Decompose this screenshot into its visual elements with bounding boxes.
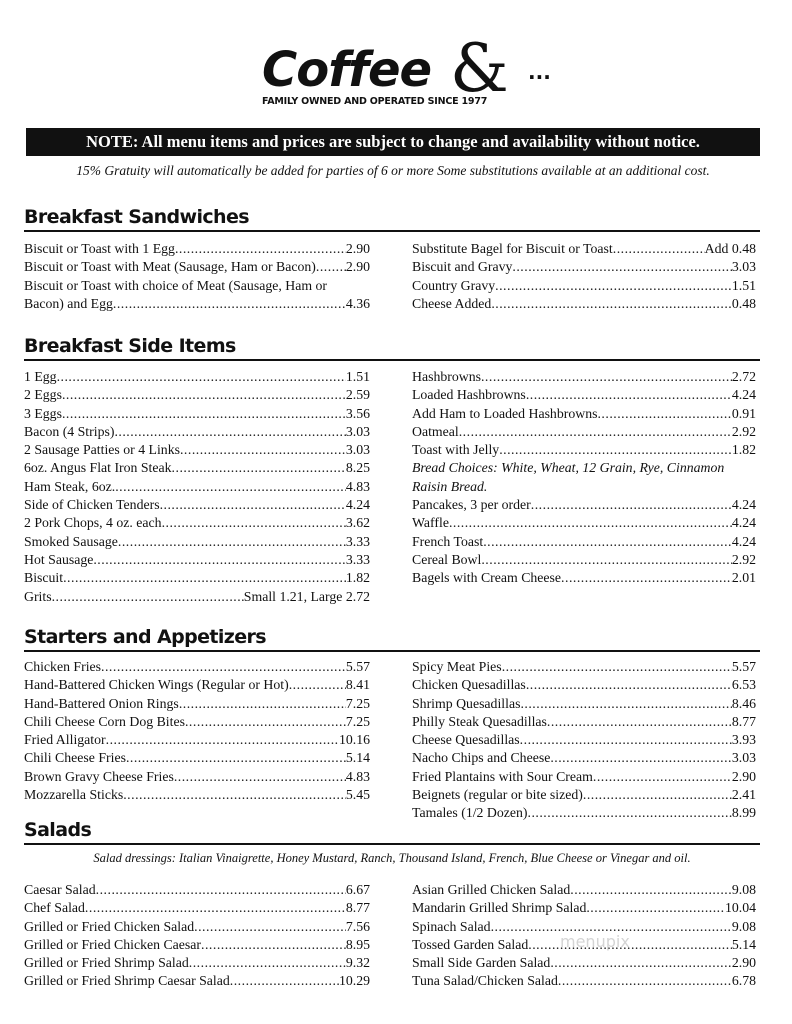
dot-leader: [57, 368, 346, 386]
menu-item-name: Chili Cheese Corn Dog Bites: [24, 713, 185, 729]
menu-item-name: French Toast: [412, 533, 484, 549]
brand-ampersand: &: [450, 30, 509, 107]
section-divider: [24, 650, 760, 652]
section-divider: [24, 230, 760, 232]
dot-leader: [174, 768, 346, 786]
menu-item-price: 9.32: [345, 955, 370, 971]
menu-item: [412, 258, 756, 276]
menu-item-price: 8.46: [731, 695, 756, 711]
menu-item-name: Hand-Battered Chicken Wings (Regular or Hot): [24, 677, 289, 693]
menu-item-name: Cheese Quesadillas: [412, 732, 520, 748]
menu-item: [24, 588, 370, 606]
section-divider: [24, 843, 760, 845]
dot-leader: [586, 899, 725, 917]
menu-item-price: 2.90: [731, 768, 756, 784]
menu-item: [412, 514, 756, 532]
menu-item: [412, 972, 756, 990]
menu-item: [24, 918, 370, 936]
menu-item-price: 3.56: [345, 405, 370, 421]
menu-item-name: 2 Pork Chops, 4 oz. each: [24, 515, 162, 531]
menu-item: [24, 731, 370, 749]
menu-item-name: Caesar Salad: [24, 882, 96, 897]
menu-item: [24, 749, 370, 767]
menu-item: [24, 569, 370, 587]
menu-item-name: Country Gravy: [412, 277, 496, 293]
bread-choices-note: Bread Choices: White, Wheat, 12 Grain, Rye, Cinnamon: [412, 460, 725, 476]
starters-left-column: [24, 658, 370, 804]
breakfast-sandwiches-right-column: [412, 240, 756, 313]
menu-item-name: Shrimp Quesadillas: [412, 695, 521, 711]
menu-item: [24, 551, 370, 569]
menu-item-price: 10.04: [724, 900, 756, 916]
dot-leader: [118, 533, 346, 551]
menu-item-price: 4.24: [731, 533, 756, 549]
menu-item-price: 2.90: [731, 955, 756, 971]
menu-item-name: Cheese Added: [412, 295, 492, 311]
menu-item-name: Bagels with Cream Cheese: [412, 570, 562, 586]
menu-item-price: 4.24: [731, 515, 756, 531]
menu-item-price: 4.83: [345, 478, 370, 494]
menu-item-price: 8.95: [345, 936, 370, 952]
menu-item-name: Chicken Fries: [24, 659, 102, 674]
dot-leader: [531, 496, 732, 514]
menu-item-name: Philly Steak Quesadillas: [412, 713, 547, 729]
menu-item-price: 3.03: [345, 423, 370, 439]
menu-item-name: Waffle: [412, 515, 449, 531]
salads-left-column: [24, 881, 370, 991]
menu-item-price: 4.24: [345, 497, 370, 513]
dot-leader: [180, 441, 346, 459]
brand-logo: [262, 30, 552, 112]
menu-item-price: 0.48: [731, 295, 756, 311]
menu-item: [24, 423, 370, 441]
menu-item-price: 9.08: [731, 918, 756, 934]
section-title-starters: Starters and Appetizers: [24, 626, 266, 648]
menu-item-price: 2.59: [345, 387, 370, 403]
menu-item-name: Brown Gravy Cheese Fries: [24, 768, 174, 784]
menu-item-price: 8.25: [345, 460, 370, 476]
menu-item: [412, 676, 756, 694]
menu-item-price: 3.03: [345, 442, 370, 458]
section-divider: [24, 359, 760, 361]
menu-item-price: 5.57: [345, 659, 370, 674]
menu-item-price: 5.57: [731, 659, 756, 674]
dot-leader: [502, 658, 732, 676]
breakfast-sides-right-list-2: [412, 496, 756, 587]
menu-item-name: Ham Steak, 6oz.: [24, 478, 116, 494]
menu-item: [24, 368, 370, 386]
menu-item: [24, 658, 370, 676]
dot-leader: [613, 240, 705, 258]
menu-item-price: 8.77: [731, 713, 756, 729]
menu-item-price: 0.91: [731, 405, 756, 421]
menu-item-name: Chili Cheese Fries: [24, 750, 126, 766]
menu-item: [412, 386, 756, 404]
menu-item-name: Grilled or Fried Shrimp Caesar Salad: [24, 973, 230, 989]
menu-item-name: 3 Eggs: [24, 405, 62, 421]
menu-item-name: Mozzarella Sticks: [24, 787, 124, 803]
dot-leader: [512, 258, 731, 276]
menu-item-price: 2.90: [345, 241, 370, 256]
menu-item-name: Pancakes, 3 per order: [412, 497, 531, 513]
menu-item-price: 1.51: [731, 277, 756, 293]
menu-item: [412, 405, 756, 423]
menu-item-price: 8.41: [345, 677, 370, 693]
menu-item: [24, 972, 370, 990]
breakfast-sides-left-column: [24, 368, 370, 606]
menu-item-price: 2.41: [731, 787, 756, 803]
menu-item: [24, 295, 370, 313]
menu-item-price: 3.62: [345, 515, 370, 531]
menu-item-price: 8.77: [345, 900, 370, 916]
menu-item: [24, 478, 370, 496]
menu-item: [412, 899, 756, 917]
breakfast-sandwiches-left-column: [24, 240, 370, 313]
menu-item: [24, 386, 370, 404]
menu-item-name: Hashbrowns: [412, 369, 481, 384]
dot-leader: [52, 588, 244, 606]
menu-item: [412, 695, 756, 713]
menu-item-price: 2.92: [731, 423, 756, 439]
dot-leader: [528, 936, 732, 954]
menu-item: [412, 731, 756, 749]
menu-item-name: Substitute Bagel for Biscuit or Toast: [412, 241, 613, 256]
menu-item: [24, 899, 370, 917]
menu-item: [412, 368, 756, 386]
menu-item: [24, 258, 370, 276]
menu-item-price: 3.03: [731, 259, 756, 275]
menu-item-name: Spicy Meat Pies: [412, 659, 502, 674]
dot-leader: [499, 441, 732, 459]
menu-item-price: 1.51: [345, 369, 370, 384]
menu-item: [412, 551, 756, 569]
menu-item-name: Cereal Bowl: [412, 551, 482, 567]
menu-item-price: 4.24: [731, 387, 756, 403]
menu-item-price: 3.33: [345, 533, 370, 549]
menu-item-name: Add Ham to Loaded Hashbrowns: [412, 405, 598, 421]
menu-item-price: 9.08: [731, 882, 756, 897]
menu-item-name: Tossed Garden Salad: [412, 936, 529, 952]
watermark: menupix: [560, 932, 630, 951]
menu-item: [412, 804, 756, 822]
salad-dressings-note: Salad dressings: Italian Vinaigrette, Honey Mustard, Ranch, Thousand Island, French, Blue Cheese or Vinegar and oil.: [93, 851, 691, 865]
menu-item: [412, 295, 756, 313]
dot-leader: [526, 676, 732, 694]
menu-item-price: 7.25: [345, 713, 370, 729]
starters-right-column: [412, 658, 756, 823]
menu-item-name: Biscuit or Toast with 1 Egg: [24, 241, 175, 256]
menu-item-name-line: Biscuit or Toast with choice of Meat (Sausage, Ham or: [24, 277, 328, 293]
dot-leader: [114, 423, 345, 441]
menu-item-name: Smoked Sausage: [24, 533, 118, 549]
menu-item-name: Asian Grilled Chicken Salad: [412, 882, 571, 897]
menu-item: [24, 954, 370, 972]
menu-item: [24, 405, 370, 423]
section-title-salads: Salads: [24, 819, 92, 841]
menu-item: [412, 569, 756, 587]
dot-leader: [491, 295, 732, 313]
menu-item-price: 2.01: [731, 570, 756, 586]
dot-leader: [185, 713, 346, 731]
dot-leader: [558, 972, 732, 990]
notice-banner: NOTE: All menu items and prices are subject to change and availability without notice.: [26, 128, 760, 156]
dot-leader: [526, 386, 732, 404]
dot-leader: [550, 954, 732, 972]
section-title-breakfast-sides: Breakfast Side Items: [24, 335, 236, 357]
menu-item-price: 5.14: [731, 936, 756, 952]
menu-item-name: Grilled or Fried Chicken Caesar: [24, 936, 202, 952]
dot-leader: [570, 881, 732, 899]
menu-item-price: 2.92: [731, 551, 756, 567]
dot-leader: [101, 658, 346, 676]
dot-leader: [162, 514, 346, 532]
dot-leader: [160, 496, 346, 514]
menu-item: [412, 768, 756, 786]
menu-item-price: 4.36: [345, 295, 370, 311]
menu-item-price: Add 0.48: [704, 241, 756, 256]
dot-leader: [593, 768, 732, 786]
menu-item-name: Small Side Garden Salad: [412, 955, 551, 971]
dot-leader: [230, 972, 339, 990]
menu-item: [24, 676, 370, 694]
menu-item-name: Spinach Salad: [412, 918, 491, 934]
menu-item-name: 1 Egg: [24, 369, 57, 384]
menu-item-name: Fried Alligator: [24, 732, 106, 748]
menu-item: [24, 533, 370, 551]
menu-item-name: Oatmeal: [412, 423, 459, 439]
menu-item: [412, 240, 756, 258]
menu-item-name: Chef Salad: [24, 900, 85, 916]
menu-item-price: 3.33: [345, 551, 370, 567]
dot-leader: [520, 731, 732, 749]
dot-leader: [550, 749, 732, 767]
menu-item: [412, 423, 756, 441]
dot-leader: [481, 368, 732, 386]
dot-leader: [547, 713, 732, 731]
dot-leader: [459, 423, 732, 441]
menu-item-name: Side of Chicken Tenders: [24, 497, 160, 513]
menu-item-name: Hand-Battered Onion Rings: [24, 695, 179, 711]
menu-item: [24, 786, 370, 804]
dot-leader: [106, 731, 339, 749]
menu-item-name: Grilled or Fried Shrimp Salad: [24, 955, 189, 971]
dot-leader: [316, 258, 346, 276]
menu-item-name: 2 Eggs: [24, 387, 62, 403]
menu-item: [412, 658, 756, 676]
dot-leader: [85, 899, 346, 917]
dot-leader: [115, 478, 346, 496]
dot-leader: [179, 695, 346, 713]
breakfast-sides-right-list: [412, 368, 756, 459]
dot-leader: [175, 240, 346, 258]
menu-item-name: Grits: [24, 588, 52, 604]
dot-leader: [123, 786, 346, 804]
menu-item-price: 1.82: [345, 570, 370, 586]
menu-item-price: 7.25: [345, 695, 370, 711]
menu-item-name: 2 Sausage Patties or 4 Links: [24, 442, 180, 458]
menu-item-price: 10.16: [338, 732, 370, 748]
menu-item: [412, 713, 756, 731]
menu-item: [24, 936, 370, 954]
menu-item-name: Nacho Chips and Cheese: [412, 750, 551, 766]
menu-item: [24, 768, 370, 786]
dot-leader: [96, 881, 346, 899]
dot-leader: [495, 277, 732, 295]
dot-leader: [561, 569, 732, 587]
menu-item: [24, 240, 370, 258]
gratuity-note: 15% Gratuity will automatically be added for parties of 6 or more Some substitutions available at an additional cost.: [76, 163, 710, 178]
dot-leader: [113, 295, 346, 313]
dot-leader: [189, 954, 346, 972]
dot-leader: [520, 695, 731, 713]
brand-name: Coffee: [262, 42, 432, 98]
menu-item-price: 4.83: [345, 768, 370, 784]
dot-leader: [62, 405, 346, 423]
menu-item: [24, 441, 370, 459]
dot-leader: [481, 551, 731, 569]
menu-item-price: Small 1.21, Large 2.72: [243, 588, 370, 604]
dot-leader: [449, 514, 732, 532]
menu-item-name: Beignets (regular or bite sized): [412, 787, 583, 803]
menu-item: [412, 881, 756, 899]
menu-item-price: 5.14: [345, 750, 370, 766]
menu-item-name: Grilled or Fried Chicken Salad: [24, 918, 195, 934]
dot-leader: [289, 676, 346, 694]
menu-item-price: 7.56: [345, 918, 370, 934]
menu-item-price: 2.90: [345, 259, 370, 275]
menu-item: [412, 441, 756, 459]
menu-item: [412, 277, 756, 295]
section-title-breakfast-sandwiches: Breakfast Sandwiches: [24, 206, 249, 228]
brand-tagline: FAMILY OWNED AND OPERATED SINCE 1977: [262, 96, 488, 107]
dot-leader: [172, 459, 346, 477]
menu-item-price: 8.99: [731, 805, 756, 821]
menu-item-name: Mandarin Grilled Shrimp Salad: [412, 900, 587, 916]
dot-leader: [93, 551, 345, 569]
menu-item-price: 1.82: [731, 442, 756, 458]
menu-item-name: Tuna Salad/Chicken Salad: [412, 973, 558, 989]
dot-leader: [597, 405, 731, 423]
menu-item-name: Loaded Hashbrowns: [412, 387, 526, 403]
dot-leader: [194, 918, 346, 936]
menu-item-price: 5.45: [345, 787, 370, 803]
menu-item: [412, 954, 756, 972]
menu-item-name: Bacon) and Egg: [24, 295, 113, 311]
bread-choices-note-cont: Raisin Bread.: [412, 478, 488, 494]
dot-leader: [583, 786, 732, 804]
menu-item-name: Bacon (4 Strips): [24, 423, 115, 439]
menu-item-price: 4.24: [731, 497, 756, 513]
menu-item: [412, 749, 756, 767]
menu-item-name: Tamales (1/2 Dozen): [412, 805, 528, 821]
menu-item-name: Biscuit and Gravy: [412, 259, 513, 275]
menu-item-price: 3.93: [731, 732, 756, 748]
menu-item: [412, 533, 756, 551]
menu-item-name: Chicken Quesadillas: [412, 677, 526, 693]
menu-item: [24, 695, 370, 713]
menu-item-price: 10.29: [338, 973, 370, 989]
menu-item-name: Hot Sausage: [24, 551, 94, 567]
menu-item-name: Fried Plantains with Sour Cream: [412, 768, 593, 784]
menu-item: [412, 496, 756, 514]
menu-item-name: Biscuit or Toast with Meat (Sausage, Ham or Bacon): [24, 259, 316, 275]
menu-item: [24, 514, 370, 532]
breakfast-sides-right-column: [412, 368, 756, 588]
menu-item-price: 2.72: [731, 369, 756, 384]
menu-item: [24, 713, 370, 731]
dot-leader: [63, 569, 346, 587]
brand-suffix: ...: [528, 60, 551, 84]
dot-leader: [62, 386, 346, 404]
menu-item: [24, 459, 370, 477]
menu-item-price: 3.03: [731, 750, 756, 766]
menu-item-name: 6oz. Angus Flat Iron Steak: [24, 460, 172, 476]
menu-item-price: 6.78: [731, 973, 756, 989]
dot-leader: [201, 936, 346, 954]
menu-item-price: 6.67: [345, 882, 370, 897]
menu-item: [412, 786, 756, 804]
menu-item-price: 6.53: [731, 677, 756, 693]
menu-item-name: Biscuit: [24, 570, 64, 586]
dot-leader: [528, 804, 732, 822]
dot-leader: [126, 749, 346, 767]
menu-item: [24, 496, 370, 514]
menu-item-name: Toast with Jelly: [412, 442, 500, 458]
menu-item: [24, 881, 370, 899]
dot-leader: [483, 533, 732, 551]
